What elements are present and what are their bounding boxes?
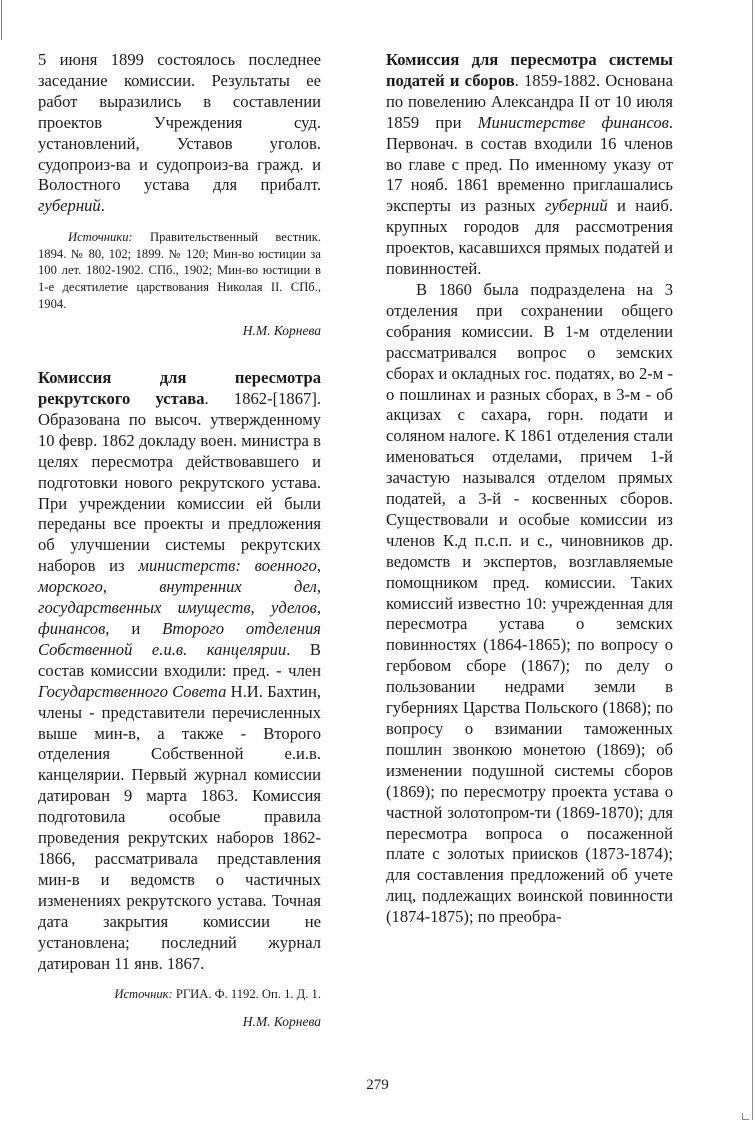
entry-recruit-statute-commission	[38, 368, 321, 1033]
entry-body: Комиссия для пересмотра системы податей и сборов. 1859-1882. Основана по повелению Александра II от 10 июля 1859 при Министерстве финансов. Первонач. в состав входили 16 членов во главе с пред. По именному указу от 17 нояб. 1861 временно приглашались эксперты из разных губерний и наиб. крупных городов для рассмотрения проектов, касавшихся прямых податей и повинностей.	[386, 50, 674, 279]
page-number: 279	[366, 1077, 389, 1093]
entry-body: Комиссия для пересмотра рекрутского устава. 1862-[1867]. Образована по высоч. утвержденному 10 февр. 1862 докладу воен. министра в целях пересмотра действовавшего и подготовки нового рекрутского устава. При учреждении комиссии ей были переданы все проекты и предложения об улучшении системы рекрутских наборов из министерств: военного, морского, внутренних дел, государственных имуществ, уделов, финансов, и Второго отделения Собственной е.и.в. канцелярии. В состав комиссии входили: пред. - член Государственного Совета Н.И. Бахтин, члены - представители перечисленных выше мин-в, а также - Второго отделения Собственной е.и.в. канцелярии. Первый журнал комиссии датирован 9 марта 1863. Комиссия подготовила особые правила проведения рекрутских наборов 1862-1866, рассматривала представления мин-в и ведомств о частичных изменениях рекрутского устава. Точная дата закрытия комиссии не установлена; последний журнал датирован 11 янв. 1867.	[38, 368, 322, 973]
scan-edge-right	[752, 0, 753, 1120]
author-signature: Н.М. Корнева	[242, 323, 321, 339]
continuation-paragraph: 5 июня 1899 состоялось последнее заседание комиссии. Результаты ее работ выразились в составлении проектов Учреждения суд. установлений, Уставов уголов. судопроиз-ва и судопроиз-ва гражд. и Волостного устава для прибалт. губерний.	[38, 50, 321, 216]
sources-note: Источники: Правительственный вестник. 1894. № 80, 102; 1899. № 120; Мин-во юстиции за 100 лет. 1802-1902. СПб., 1902; Мин-во юстиции в 1-е десятилетие царствования Николая II. СПб., 1904.	[38, 230, 321, 311]
sources-label: Источники:	[68, 230, 133, 245]
entry-taxes-fees-commission	[386, 50, 673, 928]
left-column	[38, 50, 321, 1033]
source-note: Источник: РГИА. Ф. 1192. Оп. 1. Д. 1.	[114, 987, 321, 1002]
author-signature: Н.М. Корнева	[242, 1014, 321, 1029]
entry-paragraph-2: В 1860 была подразделена на 3 отделения при сохранении общего собрания комиссии. В 1-м отделении рассматривался вопрос о земских сборах и окладных гос. податях, во 2-м - о пошлинах и разных сборах, в 3-м - об акцизах с сахара, горн. подати и соляном налоге. К 1861 отделения стали именоваться отделами, причем 1-й зачастую назывался отделом прямых податей, а 3-й - косвенных сборов. Существовали и особые комиссии из членов К.д п.с.п. и с., чиновников др. ведомств и экспертов, возглавляемые помощником пред. комиссии. Таких комиссий известно 10: учрежденная для пересмотра устава о земских повинностях (1864-1865); по вопросу о гербовом сборе (1867); по делу о пользовании недрами земли в губерниях Царства Польского (1868); по вопросу о взимании таможенных пошлин звонкою монетою (1869); об изменении подушной системы сборов (1869); по пересмотру проекта устава о частной золотопром-ти (1869-1870); для пересмотра вопроса о посаженной плате с золотых приисков (1873-1874); для составления предложений об учете лиц, подлежащих воинской повинности (1874-1875); по преобра-	[386, 279, 673, 927]
entry-title: Комиссия для пересмотра системы податей и сборов	[386, 50, 673, 90]
scan-corner-mark	[742, 1113, 749, 1120]
source-label: Источник:	[114, 987, 173, 1002]
right-column	[386, 50, 673, 928]
scan-edge-left	[1, 0, 2, 40]
entry-title: Комиссия для пересмотра рекрутского устава	[38, 368, 321, 409]
